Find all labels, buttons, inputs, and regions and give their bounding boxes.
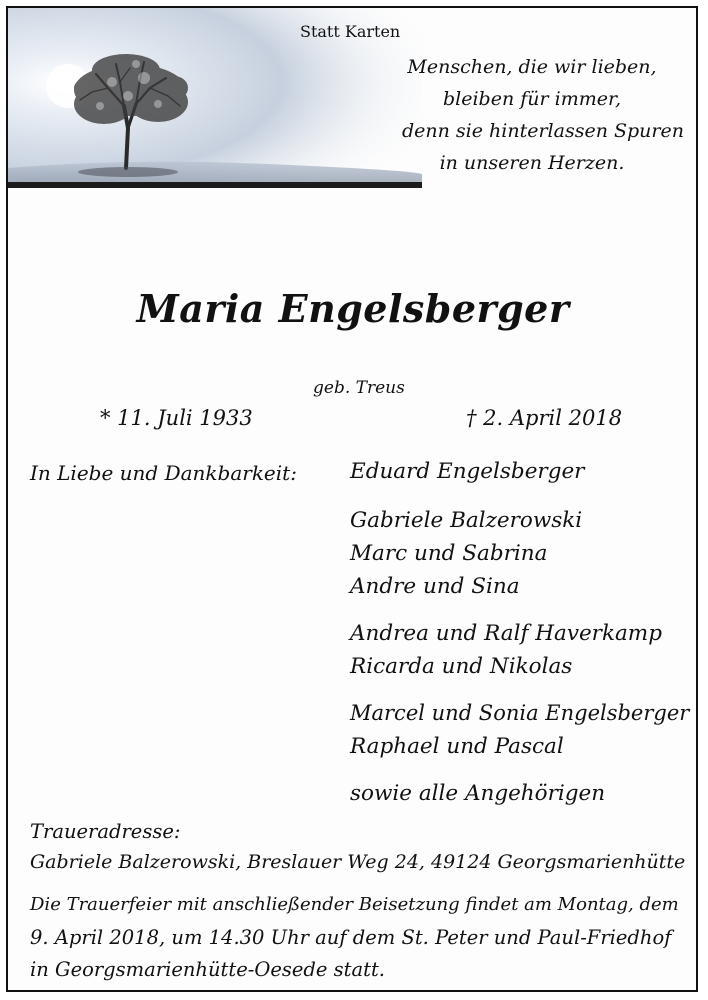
- mourner-line: Gabriele Balzerowski: [350, 508, 583, 533]
- poem-line: Menschen, die wir lieben,: [407, 56, 657, 78]
- death-date: † 2. April 2018: [466, 406, 623, 430]
- service-line: Die Trauerfeier mit anschließender Beisetzung findet am Montag, dem: [30, 894, 679, 915]
- address-text: Gabriele Balzerowski, Breslauer Weg 24, 49124 Georgsmarienhütte: [30, 851, 686, 873]
- mourner-line: Ricarda und Nikolas: [350, 654, 573, 679]
- mourner-line: Marcel und Sonia Engelsberger: [350, 701, 690, 725]
- mourner-line: Andrea und Ralf Haverkamp: [350, 621, 662, 646]
- header-divider: [8, 182, 422, 188]
- mourner-line: Andre und Sina: [350, 574, 520, 599]
- obituary-notice: [6, 6, 698, 992]
- deceased-name: Maria Engelsberger: [136, 286, 570, 331]
- mourner-line: Raphael und Pascal: [350, 734, 564, 759]
- statt-karten-label: Statt Karten: [300, 22, 401, 41]
- mourner-line: Marc und Sabrina: [350, 541, 548, 566]
- poem-line: in unseren Herzen.: [439, 152, 625, 174]
- poem-line: denn sie hinterlassen Spuren: [402, 120, 684, 142]
- birth-date: * 11. Juli 1933: [100, 406, 253, 430]
- poem-line: bleiben für immer,: [442, 88, 622, 110]
- mourner-line: sowie alle Angehörigen: [350, 781, 606, 806]
- service-line: 9. April 2018, um 14.30 Uhr auf dem St. Peter und Paul-Friedhof: [30, 926, 672, 949]
- address-label: Traueradresse:: [30, 820, 181, 843]
- service-line: in Georgsmarienhütte-Oesede statt.: [30, 958, 385, 981]
- maiden-name: geb. Treus: [313, 378, 405, 398]
- gratitude-label: In Liebe und Dankbarkeit:: [30, 461, 297, 485]
- mourner-line: Eduard Engelsberger: [350, 459, 585, 484]
